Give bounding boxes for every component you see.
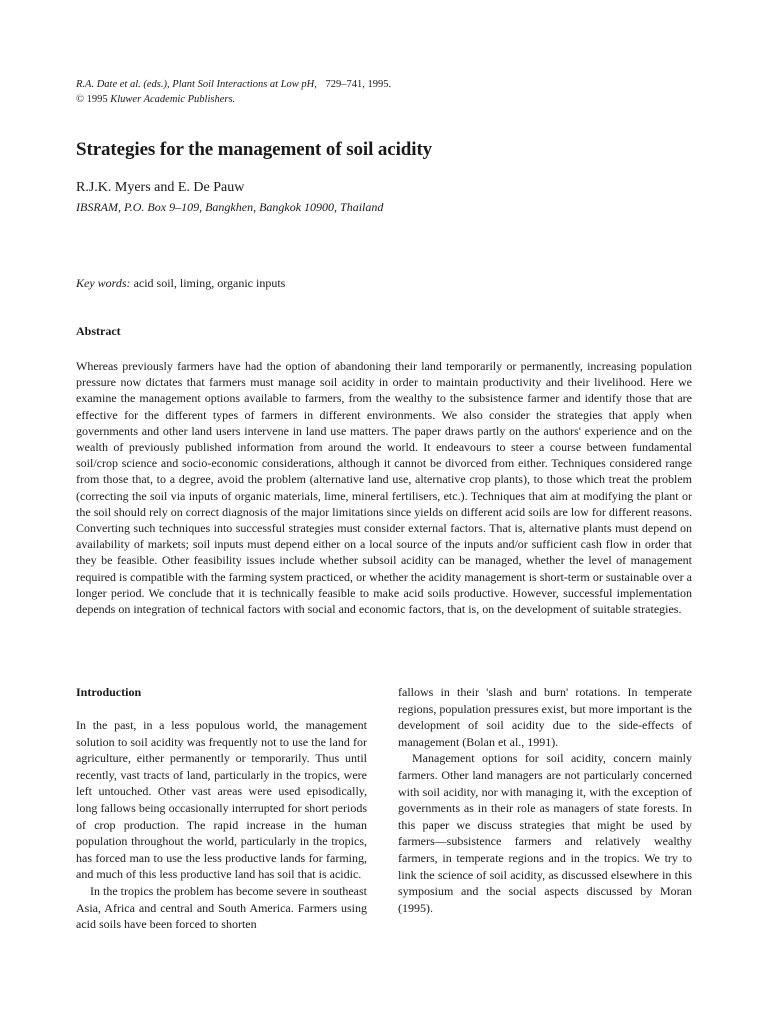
intro-paragraph-2: In the tropics the problem has become severe in southeast Asia, Africa and central and South America. Farmers using acid soils have been forced to shorten [76,883,367,932]
intro-paragraph-1: In the past, in a less populous world, the management solution to soil acidity was frequently not to use the land for agriculture, either permanently or temporarily. Thus until recently, vast tracts of land, particularly in the tropics, were left untouched. Other vast areas were used episodically, long fallows being occasionally interrupted for short periods of crop production. The rapid increase in the human population throughout the world, particularly in the tropics, has forced man to use the less productive lands for farming, and much of this less productive land has soil that is acidic. [76,718,367,882]
copyright-year: © 1995 [76,93,108,105]
introduction-heading: Introduction [76,685,142,699]
authors: R.J.K. Myers and E. De Pauw [76,180,245,195]
right-column [398,684,692,916]
paper-title: Strategies for the management of soil acidity [76,139,433,160]
publisher-name: Kluwer Academic Publishers. [110,93,236,105]
keywords-label: Key words: [76,276,131,290]
citation-block [76,78,391,107]
keywords [76,276,285,291]
intro-paragraph-3: fallows in their 'slash and burn' rotations. In temperate regions, population pressures exist, but more important is the development of soil acidity due to the side-effects of management (Bolan et al., 1991). [398,685,692,749]
citation-line-2 [76,93,391,108]
citation-pages: 729–741, 1995. [325,79,392,90]
citation-source: R.A. Date et al. (eds.), Plant Soil Interactions at Low pH, [76,79,317,90]
abstract-text: Whereas previously farmers have had the option of abandoning their land temporarily or permanently, increasing population pressure now dictates that farmers must manage soil acidity in order to maintain productivity and their livelihood. Here we examine the management options available to farmers, from the wealthy to the subsistence farmer and identify those that are effective for the different types of farmers in different environments. We also consider the strategies that apply when governments and other land users intervene in land use matters. The paper draws partly on the authors' experience and on the wealth of previously published information from around the world. It endeavours to steer a course between fundamental soil/crop science and socio-economic considerations, although it cannot be divorced from either. Techniques considered range from those that, to a degree, avoid the problem (alternative land use, alternative crop plants), to those which treat the problem (correcting the soil via inputs of organic materials, lime, mineral fertilisers, etc.). Techniques that aim at modifying the plant or the soil should rely on correct diagnosis of the major limitations since yields on different acid soils are low for different reasons. Converting such techniques into successful strategies must consider external factors. That is, alternative plants must depend on availability of markets; soil inputs must depend either on a local source of the inputs and/or sufficient cash flow in order that they be feasible. Other feasibility issues include whether subsoil acidity can be managed, whether the level of management required is compatible with the farming system practiced, or whether the acidity management is short-term or sustainable over a longer period. We conclude that it is technically feasible to make acid soils productive. However, successful implementation depends on integration of technical factors with social and economic factors, that is, on the development of suitable strategies. [76,359,692,617]
intro-paragraph-4: Management options for soil acidity, concern mainly farmers. Other land managers are not particularly concerned with soil acidity, nor with managing it, with the exception of governments as in their role as managers of state forests. In this paper we discuss strategies that might be used by farmers—subsistence farmers and relatively wealthy farmers, in temperate regions and in the tropics. We try to link the science of soil acidity, as discussed elsewhere in this symposium and the social aspects discussed by Moran (1995). [398,751,692,915]
affiliation: IBSRAM, P.O. Box 9–109, Bangkhen, Bangkok 10900, Thailand [76,200,384,214]
keywords-terms: acid soil, liming, organic inputs [133,276,286,290]
citation-line-1 [76,78,391,93]
abstract-heading: Abstract [76,324,121,338]
left-column [76,684,367,933]
